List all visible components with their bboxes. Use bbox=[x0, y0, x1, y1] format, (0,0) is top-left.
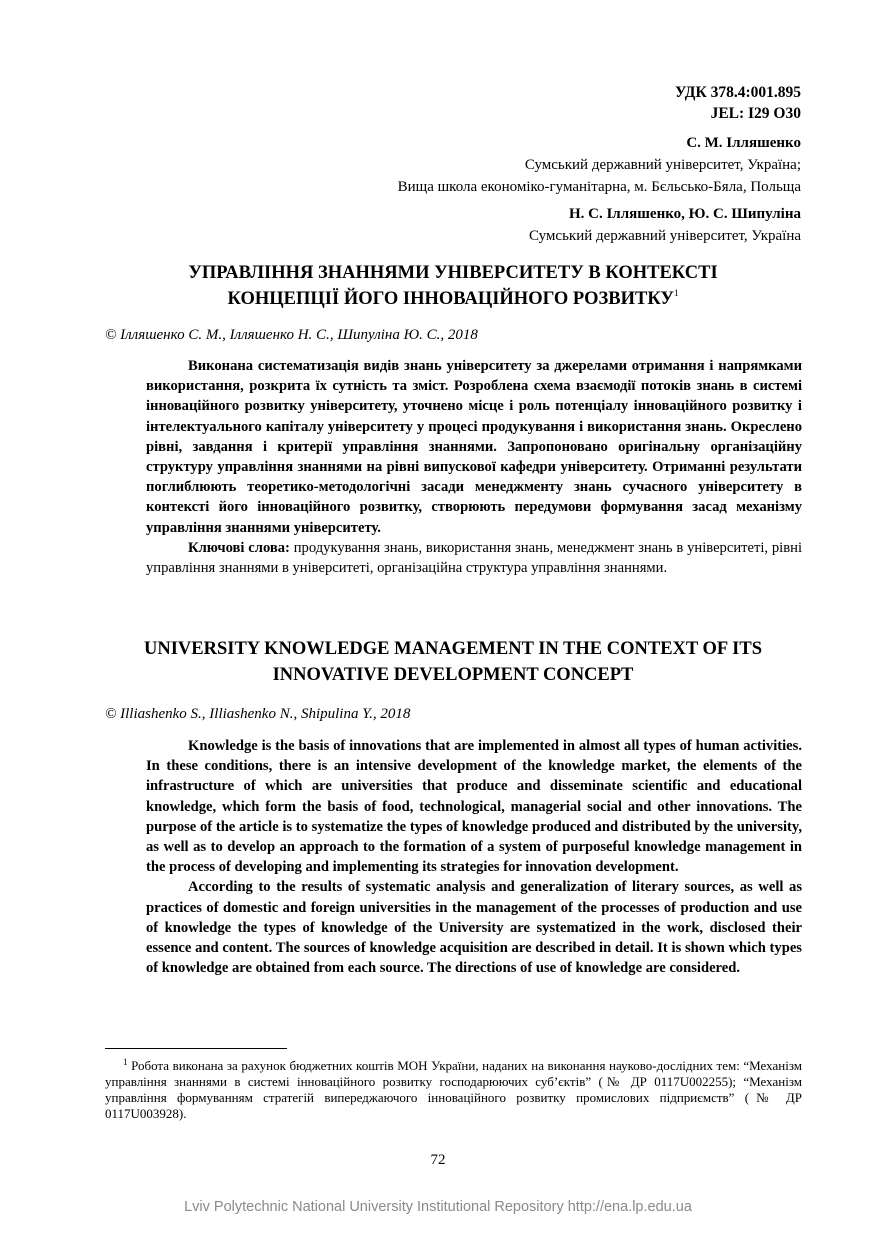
keywords-label: Ключові слова: bbox=[188, 539, 290, 556]
title-line: INNOVATIVE DEVELOPMENT CONCEPT bbox=[272, 665, 634, 685]
abstract-english bbox=[146, 736, 802, 978]
author-block-1 bbox=[398, 132, 801, 198]
footnote-number: 1 bbox=[123, 1057, 128, 1067]
classification-codes bbox=[675, 82, 801, 124]
copyright-ukrainian: © Ілляшенко С. М., Ілляшенко Н. С., Шипуліна Ю. С., 2018 bbox=[105, 327, 478, 343]
abstract-paragraph: Виконана систематизація видів знань університету за джерелами отримання і напрямками використання, розкрита їх сутність та зміст. Розроблена схема взаємодії потоків знань в системі інноваційного розвитку університету, уточнено місце і роль потенціалу інноваційного розвитку і інтелектуального капіталу університету у процесі продукування і використання знань. Окреслено рівні, завдання і критерії управління знаннями. Запропоновано оригінальну організаційну структуру управління знаннями на рівні випускової кафедри університету. Отриманні результати поглиблюють теоретико-методологічні засади менеджменту знань сучасного університету в контексті його інноваційного розвитку, створюють передумови формування засад механізму управління знаннями університету. bbox=[146, 358, 802, 536]
page-number: 72 bbox=[430, 1152, 446, 1168]
author-block-2 bbox=[529, 203, 801, 247]
title-line: УПРАВЛІННЯ ЗНАННЯМИ УНІВЕРСИТЕТУ В КОНТЕКСТІ bbox=[188, 263, 718, 283]
abstract-ukrainian bbox=[146, 356, 802, 578]
footnote-marker[interactable]: 1 bbox=[673, 288, 679, 298]
author-name: С. М. Ілляшенко bbox=[686, 135, 801, 151]
footnote bbox=[105, 1058, 802, 1122]
abstract-paragraph: Knowledge is the basis of innovations that are implemented in almost all types of human activities. In these conditions, there is an intensive development of the knowledge market, the elements of the infrastructure of which are universities that produce and disseminate scientific and educational knowledge, which form the basis of food, technological, managerial social and other innovations. The purpose of the article is to systematize the types of knowledge produced and distributed by the university, as well as to develop an approach to the formation of a system of purposeful knowledge management in the process of developing and implementing its strategies for innovation development. bbox=[146, 738, 802, 876]
author-name: Н. С. Ілляшенко, Ю. С. Шипуліна bbox=[568, 206, 801, 222]
author-affiliation: Сумський державний університет, Україна bbox=[528, 228, 801, 244]
title-line-text: КОНЦЕПЦІЇ ЙОГО ІННОВАЦІЙНОГО РОЗВИТКУ bbox=[227, 289, 674, 309]
paper-title-english bbox=[105, 636, 801, 688]
copyright-english: © Illiashenko S., Illiashenko N., Shipulina Y., 2018 bbox=[105, 706, 411, 722]
author-affiliation: Вища школа економіко-гуманітарна, м. Бєльсько-Бяла, Польща bbox=[397, 179, 801, 195]
title-line: UNIVERSITY KNOWLEDGE MANAGEMENT IN THE CONTEXT OF ITS bbox=[144, 639, 762, 659]
author-affiliation: Сумський державний університет, Україна; bbox=[524, 157, 801, 173]
udk-code: УДК 378.4:001.895 bbox=[675, 84, 801, 101]
repository-watermark[interactable]: Lviv Polytechnic National University Institutional Repository http://ena.lp.edu.ua bbox=[184, 1199, 692, 1215]
keywords-text: продукування знань, використання знань, менеджмент знань в університеті, рівні управління знаннями в університеті, організаційна структура управління знаннями. bbox=[146, 539, 802, 577]
footnote-separator bbox=[105, 1048, 287, 1049]
footnote-text: Робота виконана за рахунок бюджетних коштів МОН України, наданих на виконання науково-дослідних тем: “Механізм управління знаннями в системі інноваційного розвитку господарюючих суб’єктів” (№ ДР 0117U002255); “Механізм управління формуванням стратегій випереджаючого інноваційного розвитку промислових підприємств” (№ ДР 0117U003928). bbox=[105, 1058, 802, 1121]
paper-title-ukrainian bbox=[105, 260, 801, 312]
abstract-paragraph: According to the results of systematic analysis and generalization of literary sources, as well as practices of domestic and foreign universities in the management of the processes of production and use of knowledge the types of knowledge of the University are systematized in the work, disclosed their essence and content. The sources of knowledge acquisition are described in detail. It is shown which types of knowledge are obtained from each source. The directions of use of knowledge are considered. bbox=[146, 879, 802, 977]
jel-code: JEL: I29 O30 bbox=[710, 105, 801, 122]
title-line bbox=[105, 286, 801, 312]
keywords bbox=[146, 538, 802, 578]
